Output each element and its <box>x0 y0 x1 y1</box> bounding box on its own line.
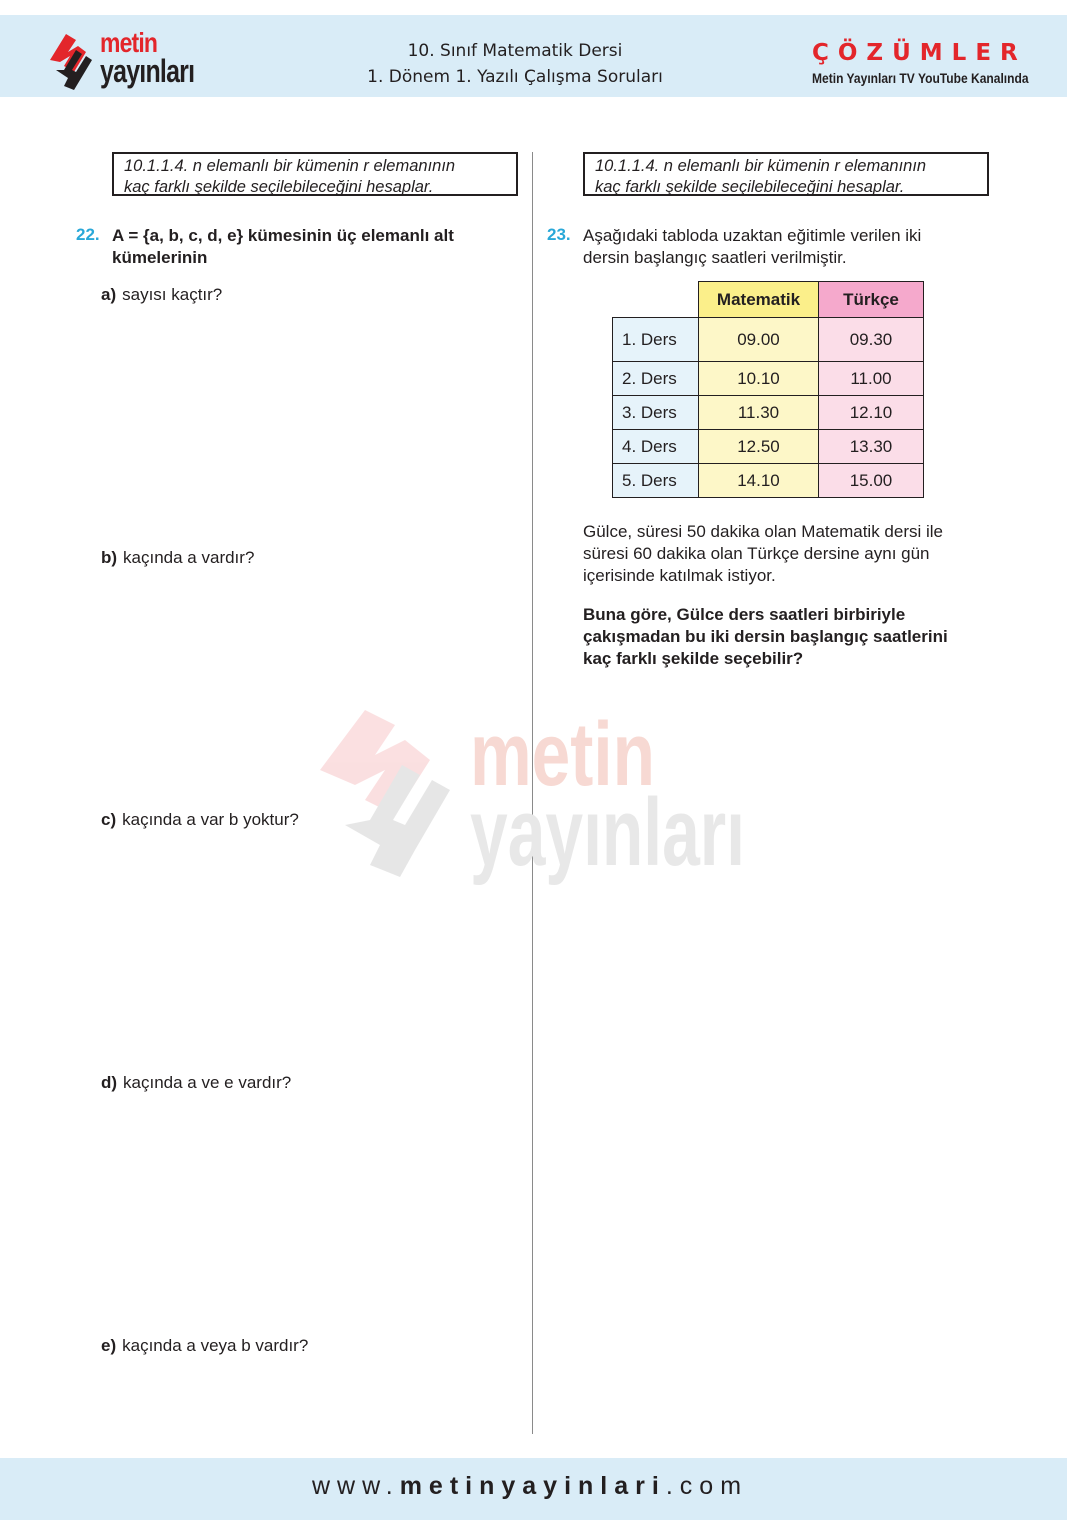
part-label: e) <box>101 1336 117 1355</box>
matematik-time: 10.10 <box>699 362 819 396</box>
question-22-number: 22. <box>76 225 100 244</box>
matematik-time: 14.10 <box>699 464 819 498</box>
q22-line2: kümelerinin <box>112 248 208 267</box>
watermark-line2: yayınları <box>470 779 745 886</box>
url-domain: metinyayinlari <box>399 1472 666 1500</box>
header-turkce: Türkçe <box>819 282 924 318</box>
part-label: c) <box>101 810 117 829</box>
url-prefix: www. <box>311 1472 400 1500</box>
publisher-logo <box>46 27 206 92</box>
part-text: kaçında a vardır? <box>123 548 255 567</box>
q23-body-line2: süresi 60 dakika olan Türkçe dersine aynı gün <box>583 544 930 563</box>
solutions-label: ÇÖZÜMLER <box>812 40 1027 66</box>
turkce-time: 11.00 <box>819 362 924 396</box>
table-header-row <box>613 282 924 318</box>
objective-line1: 10.1.1.4. n elemanlı bir kümenin r elemanının <box>595 157 927 175</box>
question-23-intro <box>583 225 921 269</box>
table-row <box>613 396 924 430</box>
q23-question-line3: kaç farklı şekilde seçebilir? <box>583 649 804 668</box>
row-label: 3. Ders <box>613 396 699 430</box>
q23-body-line1: Gülce, süresi 50 dakika olan Matematik dersi ile <box>583 522 943 541</box>
row-label: 1. Ders <box>613 318 699 362</box>
part-text: kaçında a ve e vardır? <box>123 1073 292 1092</box>
q23-question-line2: çakışmadan bu iki dersin başlangıç saatlerini <box>583 627 948 646</box>
objective-line1: 10.1.1.4. n elemanlı bir kümenin r elemanının <box>124 157 456 175</box>
logo-icon <box>46 30 98 92</box>
q22-part-c <box>101 810 299 830</box>
objective-line2: kaç farklı şekilde seçilebileceğini hesaplar. <box>124 178 434 196</box>
solutions-subtitle: Metin Yayınları TV YouTube Kanalında <box>812 70 1029 86</box>
q23-intro-line1: Aşağıdaki tabloda uzaktan eğitimle verilen iki <box>583 226 922 245</box>
part-text: kaçında a var b yoktur? <box>122 810 299 829</box>
q23-body-line3: içerisinde katılmak istiyor. <box>583 566 776 585</box>
part-text: kaçında a veya b vardır? <box>122 1336 309 1355</box>
website-url[interactable] <box>0 1472 1060 1501</box>
q22-part-d <box>101 1073 291 1093</box>
empty-corner-cell <box>613 282 699 318</box>
table-row <box>613 430 924 464</box>
table-row <box>613 362 924 396</box>
turkce-time: 15.00 <box>819 464 924 498</box>
q22-part-e <box>101 1336 308 1356</box>
table-row <box>613 318 924 362</box>
turkce-time: 12.10 <box>819 396 924 430</box>
q22-line1: A = {a, b, c, d, e} kümesinin üç elemanlı alt <box>112 226 454 245</box>
logo-line1: metin <box>100 27 158 58</box>
part-text: sayısı kaçtır? <box>122 285 223 304</box>
url-suffix: .com <box>665 1472 749 1500</box>
lesson-schedule-table <box>612 281 924 498</box>
question-23-prompt <box>583 604 948 670</box>
row-label: 4. Ders <box>613 430 699 464</box>
row-label: 2. Ders <box>613 362 699 396</box>
row-label: 5. Ders <box>613 464 699 498</box>
q23-intro-line2: dersin başlangıç saatleri verilmiştir. <box>583 248 847 267</box>
matematik-time: 11.30 <box>699 396 819 430</box>
objective-box-left <box>112 152 518 196</box>
title-line1: 10. Sınıf Matematik Dersi <box>407 41 623 61</box>
header-matematik: Matematik <box>699 282 819 318</box>
watermark-logo <box>320 705 750 885</box>
q23-question-line1: Buna göre, Gülce ders saatleri birbiriyle <box>583 605 906 624</box>
watermark-line1: metin <box>470 705 655 805</box>
matematik-time: 09.00 <box>699 318 819 362</box>
question-23-body <box>583 521 943 587</box>
document-title <box>340 38 690 90</box>
question-22-text <box>112 225 454 269</box>
logo-line2: yayınları <box>100 53 195 89</box>
question-23-number: 23. <box>547 225 571 244</box>
turkce-time: 13.30 <box>819 430 924 464</box>
turkce-time: 09.30 <box>819 318 924 362</box>
objective-box-right <box>583 152 989 196</box>
part-label: b) <box>101 548 118 567</box>
objective-line2: kaç farklı şekilde seçilebileceğini hesaplar. <box>595 178 905 196</box>
title-line2: 1. Dönem 1. Yazılı Çalışma Soruları <box>367 67 663 87</box>
q22-part-a <box>101 285 222 305</box>
part-label: d) <box>101 1073 118 1092</box>
table-row <box>613 464 924 498</box>
watermark-icon <box>320 710 450 877</box>
q22-part-b <box>101 548 254 568</box>
part-label: a) <box>101 285 117 304</box>
matematik-time: 12.50 <box>699 430 819 464</box>
